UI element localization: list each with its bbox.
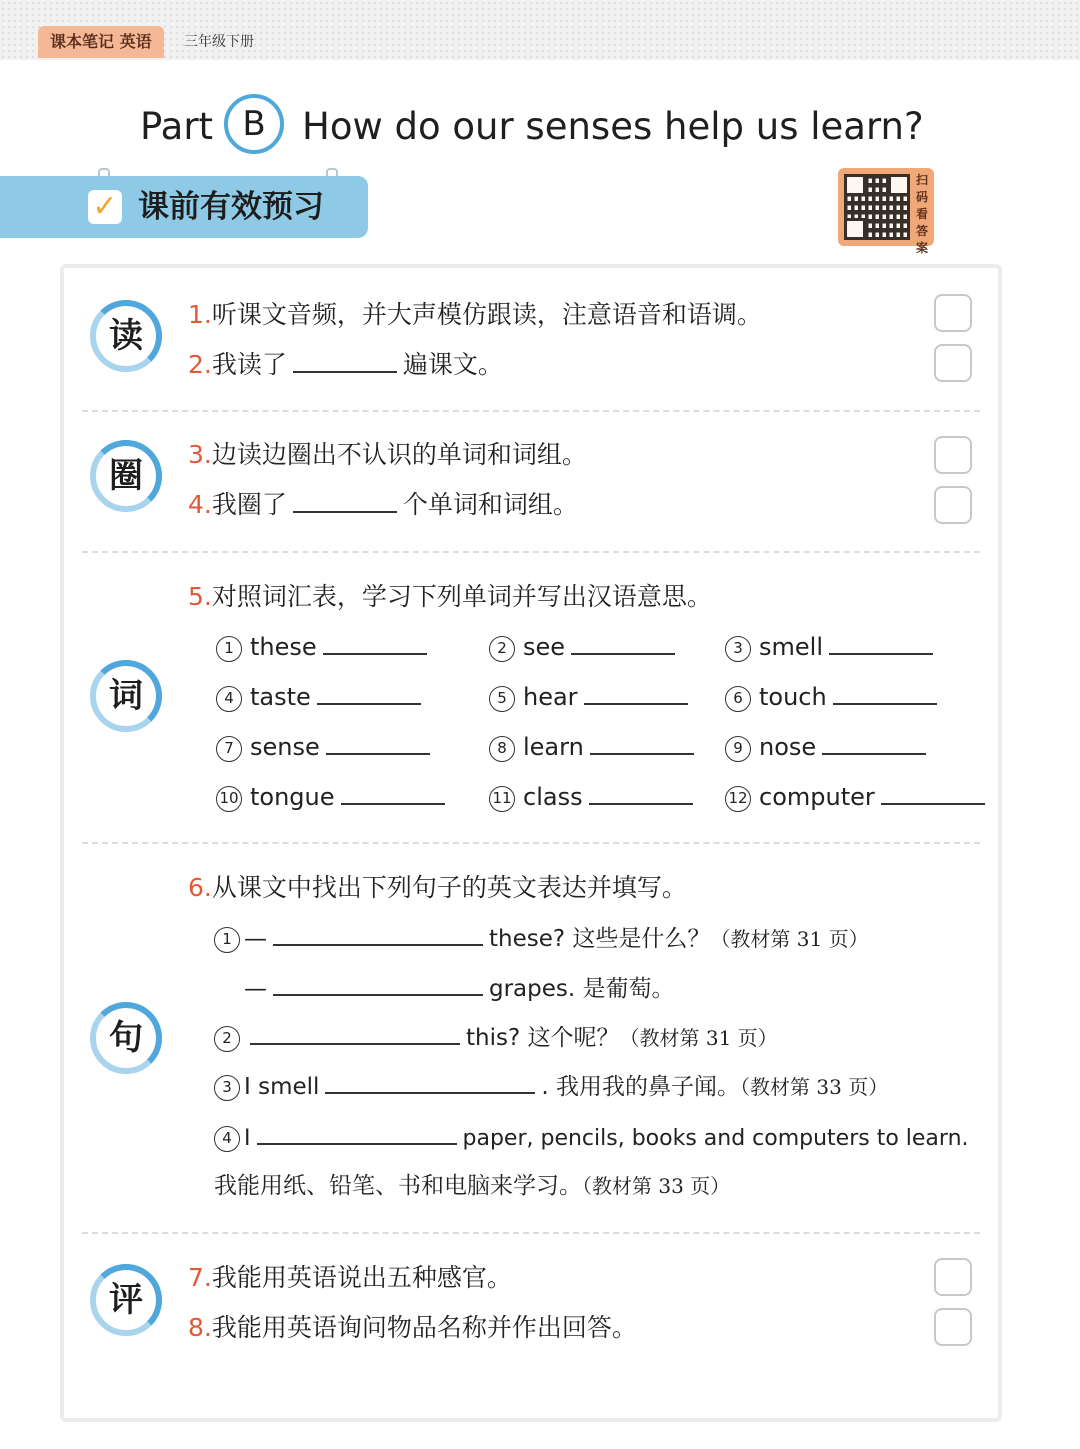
fill-blank[interactable] (833, 681, 937, 705)
sentence-3: 3 I smell . 我用我的鼻子闻。（教材第 33 页） (214, 1070, 888, 1103)
word-item: 11 class (489, 781, 699, 813)
task-1: 1.听课文音频，并大声模仿跟读，注意语音和语调。 (188, 300, 762, 329)
qr-code-icon (844, 174, 910, 240)
qr-code-button[interactable] (838, 168, 934, 255)
check-icon: ✓ (88, 190, 122, 224)
fill-blank[interactable] (881, 781, 985, 805)
sentences-badge: 句 (90, 1002, 162, 1074)
task-8-checkbox[interactable] (934, 1308, 972, 1346)
fill-blank[interactable] (273, 972, 483, 996)
task-5: 5.对照词汇表，学习下列单词并写出汉语意思。 (188, 582, 712, 611)
fill-blank[interactable] (250, 1021, 460, 1045)
divider (82, 842, 980, 844)
fill-blank[interactable] (323, 631, 427, 655)
task-2-checkbox[interactable] (934, 344, 972, 382)
divider (82, 551, 980, 553)
fill-blank[interactable] (584, 681, 688, 705)
words-badge: 词 (90, 660, 162, 732)
task-7: 7.我能用英语说出五种感官。 (188, 1263, 512, 1292)
book-tag: 课本笔记 英语 (38, 26, 164, 58)
word-item: 9 nose (725, 731, 932, 763)
divider (82, 410, 980, 412)
task-1-checkbox[interactable] (934, 294, 972, 332)
fill-blank[interactable] (326, 731, 430, 755)
task-7-checkbox[interactable] (934, 1258, 972, 1296)
preview-banner (0, 176, 368, 238)
sentence-1a: 1 — these? 这些是什么？（教材第 31 页） (214, 922, 869, 955)
word-item: 5 hear (489, 681, 694, 713)
task-4-checkbox[interactable] (934, 486, 972, 524)
fill-blank[interactable] (325, 1070, 535, 1094)
qr-scan-label: 扫码看答案 (915, 173, 928, 255)
fill-blank[interactable] (590, 731, 694, 755)
banner-label: 课前有效预习 (138, 189, 324, 225)
fill-blank[interactable] (822, 731, 926, 755)
task-2: 2.我读了 遍课文。 (188, 350, 503, 379)
evaluate-badge: 评 (90, 1264, 162, 1336)
word-item: 8 learn (489, 731, 700, 763)
grade-tag: 三年级下册 (184, 34, 254, 50)
fill-blank[interactable] (273, 922, 483, 946)
part-word: Part (140, 105, 214, 148)
word-item: 10 tongue (216, 781, 451, 813)
fill-blank[interactable] (829, 631, 933, 655)
word-item: 1 these (216, 631, 433, 663)
divider (82, 1232, 980, 1234)
sentence-4: 4 I paper, pencils, books and computers to learn. (214, 1121, 969, 1155)
fill-blank[interactable] (341, 781, 445, 805)
part-question: How do our senses help us learn? (302, 105, 924, 148)
sentence-4-translation: 我能用纸、铅笔、书和电脑来学习。（教材第 33 页） (214, 1173, 731, 1199)
circle-badge: 圈 (90, 440, 162, 512)
sentence-2: 2 this? 这个呢？（教材第 31 页） (214, 1021, 778, 1054)
part-title (140, 92, 960, 162)
word-item: 3 smell (725, 631, 939, 663)
word-item: 6 touch (725, 681, 943, 713)
word-item: 12 computer (725, 781, 991, 813)
task-3: 3.边读边圈出不认识的单词和词组。 (188, 440, 587, 469)
part-letter-badge: B (224, 94, 284, 154)
word-item: 2 see (489, 631, 681, 663)
fill-blank[interactable] (293, 489, 397, 513)
task-8: 8.我能用英语询问物品名称并作出回答。 (188, 1313, 637, 1342)
word-item: 7 sense (216, 731, 436, 763)
read-badge: 读 (90, 300, 162, 372)
word-item: 4 taste (216, 681, 427, 713)
task-6: 6.从课文中找出下列句子的英文表达并填写。 (188, 873, 687, 902)
fill-blank[interactable] (571, 631, 675, 655)
sentence-1b: — grapes. 是葡萄。 (244, 972, 675, 1005)
fill-blank[interactable] (317, 681, 421, 705)
fill-blank[interactable] (293, 349, 397, 373)
fill-blank[interactable] (257, 1121, 457, 1145)
fill-blank[interactable] (589, 781, 693, 805)
task-4: 4.我圈了 个单词和词组。 (188, 490, 578, 519)
task-3-checkbox[interactable] (934, 436, 972, 474)
